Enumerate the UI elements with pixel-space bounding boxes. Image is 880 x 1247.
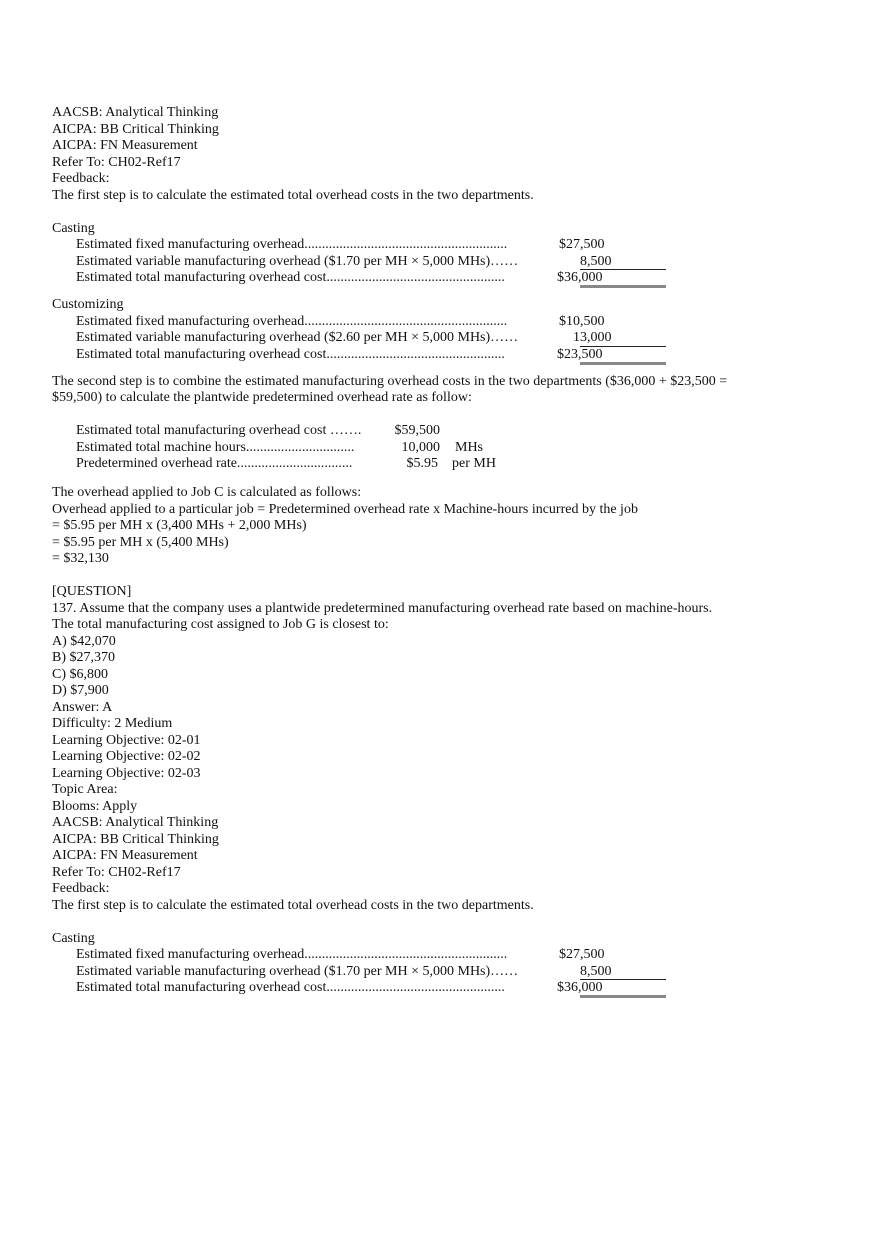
amount-cell: $23,500 bbox=[557, 346, 603, 362]
paragraph-line: $59,500) to calculate the plantwide predetermined overhead rate as follow: bbox=[52, 390, 472, 405]
table-row-label: Estimated fixed manufacturing overhead.......................................................... bbox=[76, 947, 508, 962]
question-block bbox=[52, 584, 842, 914]
double-underline bbox=[580, 995, 666, 998]
answer-option: D) $7,900 bbox=[52, 683, 109, 698]
answer-line: Answer: A bbox=[52, 699, 113, 715]
metadata-line: AACSB: Analytical Thinking bbox=[52, 815, 219, 830]
header-block bbox=[52, 105, 842, 204]
casting-table bbox=[52, 237, 842, 287]
amount-cell: $36,000 bbox=[557, 270, 603, 285]
section-title: Casting bbox=[52, 930, 95, 946]
metadata-line: Topic Area: bbox=[52, 782, 118, 797]
answer-option: C) $6,800 bbox=[52, 666, 108, 682]
table-row-label: Estimated total manufacturing overhead cost................................................... bbox=[76, 980, 505, 995]
rate-label: Predetermined overhead rate................................. bbox=[76, 456, 353, 471]
amount-cell: $27,500 bbox=[559, 947, 605, 962]
table-row-label: Estimated variable manufacturing overhead ($1.70 per MH × 5,000 MHs)…… bbox=[76, 253, 519, 269]
paragraph-line: = $5.95 per MH x (5,400 MHs) bbox=[52, 534, 229, 550]
table-row-label: Estimated total manufacturing overhead cost................................................... bbox=[76, 270, 505, 285]
answer-option: B) $27,370 bbox=[52, 650, 115, 665]
section-title: Casting bbox=[52, 220, 95, 236]
amount-cell: $27,500 bbox=[559, 237, 605, 252]
rate-label: Estimated total machine hours............................... bbox=[76, 439, 355, 455]
double-underline bbox=[580, 285, 666, 288]
metadata-line: Blooms: Apply bbox=[52, 798, 138, 814]
rate-unit: per MH bbox=[452, 456, 496, 471]
metadata-line: Difficulty: 2 Medium bbox=[52, 716, 173, 731]
paragraph-line: Overhead applied to a particular job = Predetermined overhead rate x Machine-hours incurred by the job bbox=[52, 501, 638, 517]
rate-value: $59,500 bbox=[394, 423, 440, 438]
question-text: The total manufacturing cost assigned to Job G is closest to: bbox=[52, 617, 389, 632]
paragraph-line: = $5.95 per MH x (3,400 MHs + 2,000 MHs) bbox=[52, 518, 307, 533]
amount-cell: 8,500 bbox=[580, 253, 612, 269]
paragraph-line: The second step is to combine the estimated manufacturing overhead costs in the two departments ($36,000 + $23,500 = bbox=[52, 373, 728, 389]
table-row-label: Estimated total manufacturing overhead cost................................................... bbox=[76, 346, 505, 362]
casting-table bbox=[52, 947, 842, 997]
metadata-line: AICPA: BB Critical Thinking bbox=[52, 831, 219, 847]
rate-value: 10,000 bbox=[401, 439, 440, 455]
amount-cell: 8,500 bbox=[580, 963, 612, 979]
header-line: AICPA: FN Measurement bbox=[52, 138, 198, 153]
metadata-line: Learning Objective: 02-03 bbox=[52, 765, 201, 781]
paragraph-line: = $32,130 bbox=[52, 551, 109, 566]
rate-unit: MHs bbox=[455, 439, 484, 455]
table-row-label: Estimated variable manufacturing overhead ($2.60 per MH × 5,000 MHs)…… bbox=[76, 330, 519, 345]
applied-calculation bbox=[52, 485, 842, 568]
question-tag: [QUESTION] bbox=[52, 584, 132, 599]
amount-cell: $10,500 bbox=[559, 313, 605, 329]
table-row-label: Estimated variable manufacturing overhead ($1.70 per MH × 5,000 MHs)…… bbox=[76, 963, 519, 979]
header-line: Refer To: CH02-Ref17 bbox=[52, 154, 181, 170]
rate-label: Estimated total manufacturing overhead cost ……. bbox=[76, 423, 362, 438]
metadata-line: Refer To: CH02-Ref17 bbox=[52, 864, 181, 880]
document-page bbox=[52, 105, 842, 997]
answer-option: A) $42,070 bbox=[52, 633, 116, 649]
header-line: The first step is to calculate the estimated total overhead costs in the two departments. bbox=[52, 187, 534, 203]
double-underline bbox=[580, 362, 666, 365]
metadata-line: Learning Objective: 02-02 bbox=[52, 749, 201, 764]
rate-value: $5.95 bbox=[406, 456, 438, 471]
section-title: Customizing bbox=[52, 297, 124, 312]
customizing-table bbox=[52, 314, 842, 364]
metadata-line: AICPA: FN Measurement bbox=[52, 848, 198, 863]
header-line: AICPA: BB Critical Thinking bbox=[52, 121, 219, 137]
metadata-line: Learning Objective: 02-01 bbox=[52, 732, 201, 748]
amount-cell: $36,000 bbox=[557, 980, 603, 995]
amount-cell: 13,000 bbox=[573, 330, 612, 345]
paragraph-line: The overhead applied to Job C is calculated as follows: bbox=[52, 485, 362, 500]
header-line: Feedback: bbox=[52, 171, 110, 186]
paragraph-line: The first step is to calculate the estimated total overhead costs in the two departments. bbox=[52, 897, 534, 913]
table-row-label: Estimated fixed manufacturing overhead.......................................................... bbox=[76, 313, 508, 329]
header-line: AACSB: Analytical Thinking bbox=[52, 105, 219, 120]
second-step-paragraph bbox=[52, 374, 842, 407]
metadata-line: Feedback: bbox=[52, 881, 110, 896]
table-row-label: Estimated fixed manufacturing overhead.......................................................... bbox=[76, 237, 508, 252]
rate-table bbox=[52, 423, 842, 475]
question-text: 137. Assume that the company uses a plantwide predetermined manufacturing overhead rate based on machine-hours. bbox=[52, 600, 713, 616]
